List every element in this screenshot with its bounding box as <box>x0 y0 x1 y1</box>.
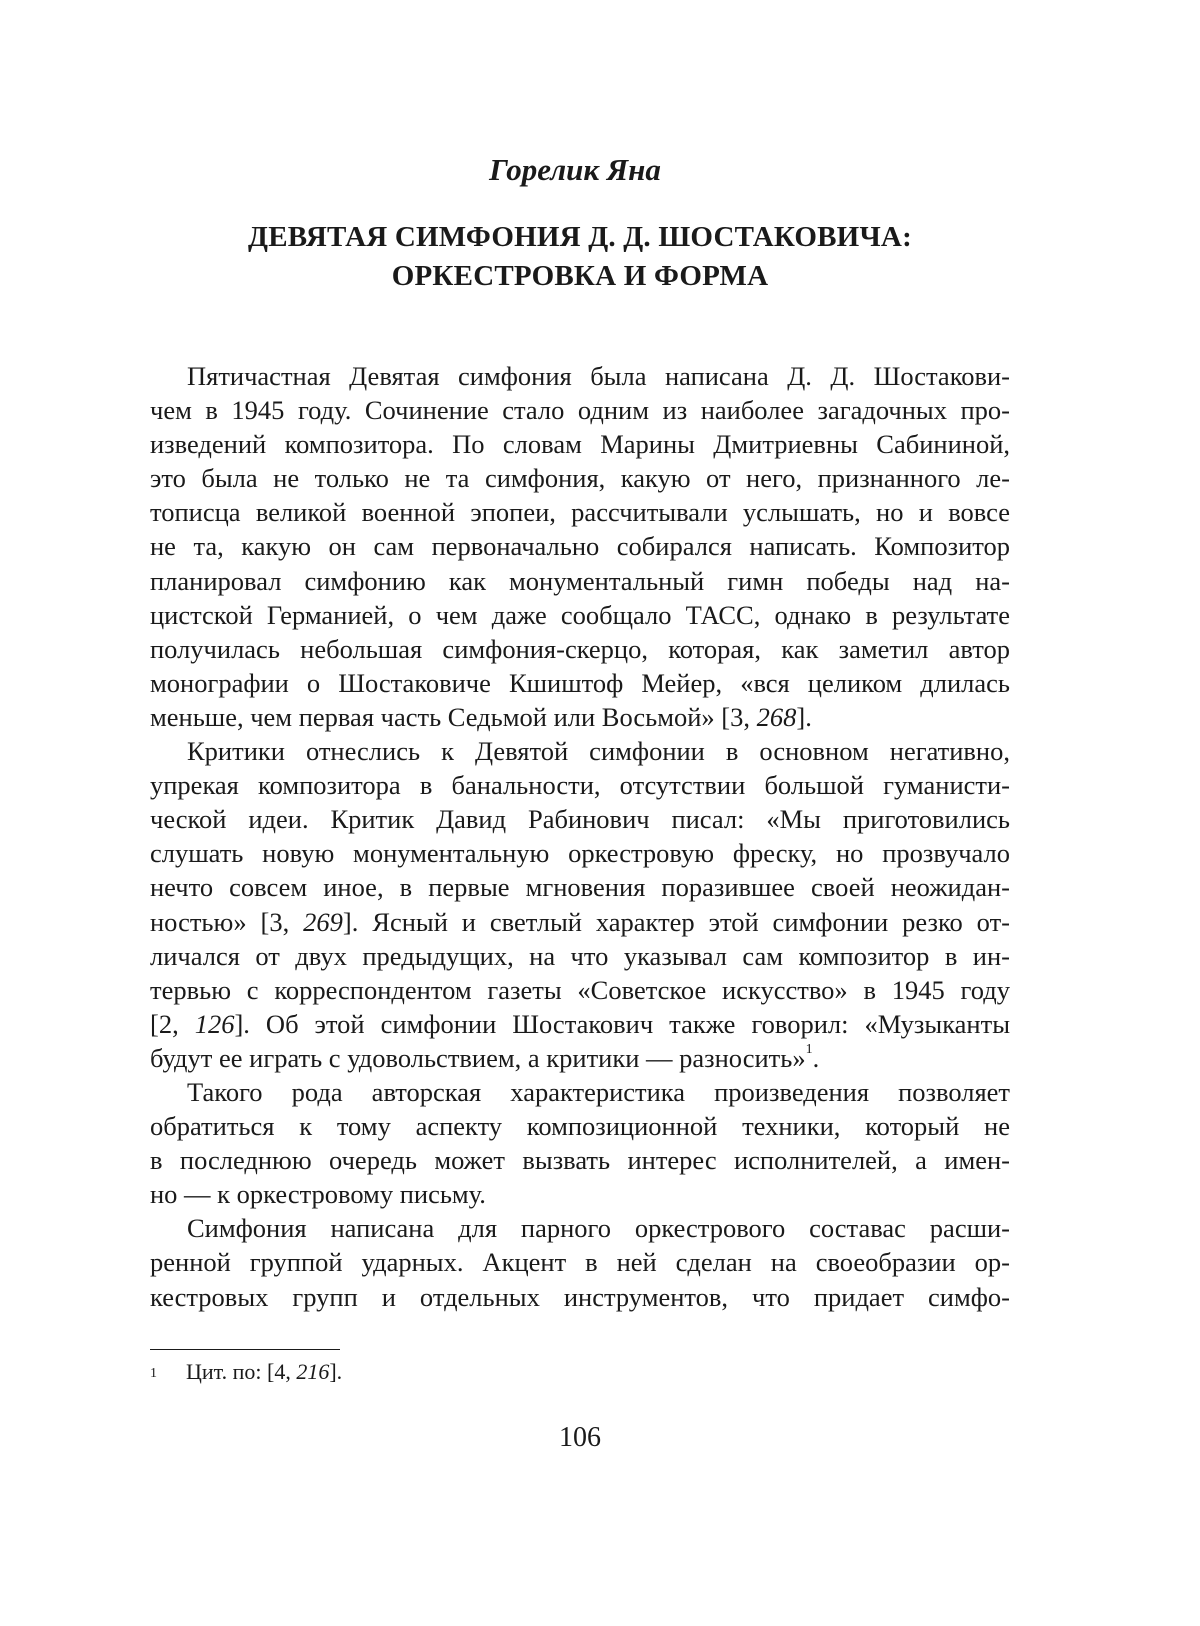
text-line: это была не только не та симфония, какую от него, признанного ле- <box>150 461 1010 495</box>
citation-page: 126 <box>195 1009 235 1039</box>
footnote-divider <box>150 1349 340 1350</box>
text-line: но — к оркестровому письму. <box>150 1177 1010 1211</box>
text-line: ренной группой ударных. Акцент в ней сделан на своеобразии ор- <box>150 1245 1010 1279</box>
article-title <box>150 218 1010 296</box>
footnote-marker: 1 <box>806 1042 813 1057</box>
footnote-close: ]. <box>329 1359 342 1384</box>
title-line: ДЕВЯТАЯ СИМФОНИЯ Д. Д. ШОСТАКОВИЧА: <box>150 218 1010 257</box>
text-line: получилась небольшая симфония-скерцо, которая, как заметил автор <box>150 632 1010 666</box>
text-line: не та, какую он сам первоначально собирался написать. Композитор <box>150 529 1010 563</box>
citation-text: меньше, чем первая часть Седьмой или Восьмой» [3, <box>150 702 757 732</box>
text-line <box>150 905 1010 939</box>
footnote <box>150 1357 1010 1387</box>
author-name: Горелик Яна <box>0 150 1150 190</box>
text-line: Такого рода авторская характеристика произведения позволяет <box>150 1075 1010 1109</box>
citation-page: 268 <box>757 702 797 732</box>
page-number: 106 <box>0 1420 1160 1456</box>
footnote-number: 1 <box>150 1359 186 1389</box>
text-line: личался от двух предыдущих, на что указывал сам композитор в ин- <box>150 939 1010 973</box>
text-line: в последнюю очередь может вызвать интерес исполнителей, а имен- <box>150 1143 1010 1177</box>
citation-close: ]. Об этой симфонии Шостакович также говорил: «Музыканты <box>234 1009 1010 1039</box>
text-line: кестровых групп и отдельных инструментов, что придает симфо- <box>150 1280 1010 1314</box>
text-line: нечто совсем иное, в первые мгновения поразившее своей неожидан- <box>150 870 1010 904</box>
footnote-text: Цит. по: [4, <box>186 1359 296 1384</box>
footnote-page: 216 <box>296 1359 329 1384</box>
text-line: тописца великой военной эпопеи, рассчитывали услышать, но и вовсе <box>150 495 1010 529</box>
text-line <box>150 700 1010 734</box>
quote-text: будут ее играть с удовольствием, а критики — разносить» <box>150 1043 806 1073</box>
text-line: слушать новую монументальную оркестровую фреску, но прозвучало <box>150 836 1010 870</box>
citation-text: [2, <box>150 1009 195 1039</box>
text-line <box>150 1041 1010 1075</box>
citation-close: ]. <box>796 702 811 732</box>
text-line: планировал симфонию как монументальный гимн победы над на- <box>150 564 1010 598</box>
article-body <box>150 359 1010 1314</box>
citation-text: ностью» [3, <box>150 907 303 937</box>
citation-close: ]. Ясный и светлый характер этой симфонии резко от- <box>343 907 1010 937</box>
text-line: ческой идеи. Критик Давид Рабинович писал: «Мы приготовились <box>150 802 1010 836</box>
text-line: монографии о Шостаковиче Кшиштоф Мейер, «вся целиком длилась <box>150 666 1010 700</box>
text-line: изведений композитора. По словам Марины Дмитриевны Сабининой, <box>150 427 1010 461</box>
text-line: Симфония написана для парного оркестрового составас расши- <box>150 1211 1010 1245</box>
text-line: тервью с корреспондентом газеты «Советское искусство» в 1945 году <box>150 973 1010 1007</box>
quote-close: . <box>813 1043 820 1073</box>
text-line: чем в 1945 году. Сочинение стало одним из наиболее загадочных про- <box>150 393 1010 427</box>
title-line: ОРКЕСТРОВКА И ФОРМА <box>150 257 1010 296</box>
text-line: Критики отнеслись к Девятой симфонии в основном негативно, <box>150 734 1010 768</box>
citation-page: 269 <box>303 907 343 937</box>
text-line <box>150 1007 1010 1041</box>
text-line: упрекая композитора в банальности, отсутствии большой гуманисти- <box>150 768 1010 802</box>
text-line: обратиться к тому аспекту композиционной техники, который не <box>150 1109 1010 1143</box>
text-line: цистской Германией, о чем даже сообщало ТАСС, однако в результате <box>150 598 1010 632</box>
text-line: Пятичастная Девятая симфония была написана Д. Д. Шостакови- <box>150 359 1010 393</box>
